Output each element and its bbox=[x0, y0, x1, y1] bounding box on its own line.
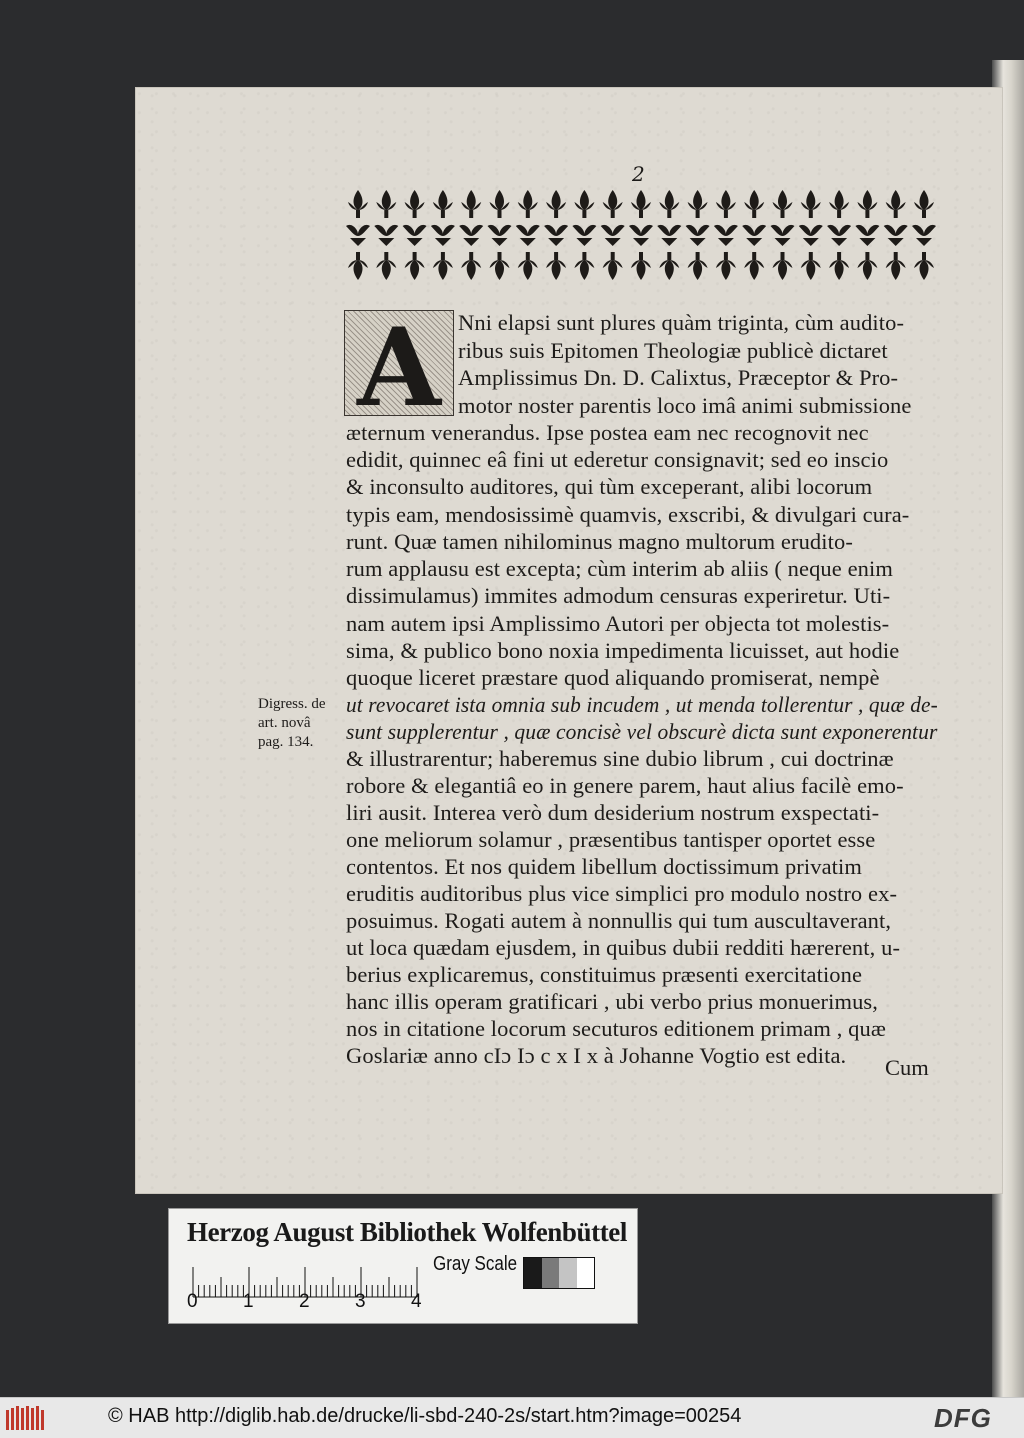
text-line: nos in citatione locorum secuturos editionem primam , quæ bbox=[346, 1016, 886, 1041]
ruler-number: 3 bbox=[355, 1291, 366, 1312]
text-line: posuimus. Rogati autem à nonnullis qui tum auscultaverant, bbox=[346, 908, 892, 933]
text-line: nam autem ipsi Amplissimo Autori per objecta tot molestis- bbox=[346, 611, 890, 636]
text-line: & illustrarentur; haberemus sine dubio librum , cui doctrinæ bbox=[346, 746, 894, 771]
text-line: ut loca quædam ejusdem, in quibus dubii redditi hærerent, u- bbox=[346, 935, 901, 960]
decorated-initial bbox=[344, 305, 454, 431]
text-line: liri ausit. Interea verò dum desiderium nostrum exspectati- bbox=[346, 800, 880, 825]
text-line: typis eam, mendosissimè quamvis, exscribi, & divulgari cura- bbox=[346, 502, 910, 527]
text-line: ribus suis Epitomen Theologiæ publicè dictaret bbox=[458, 338, 888, 363]
gray-swatch bbox=[559, 1258, 577, 1288]
ruler-number: 1 bbox=[243, 1291, 254, 1312]
text-line: quoque liceret præstare quod aliquando promiserat, nempè bbox=[346, 665, 880, 690]
text-line: & inconsulto auditores, qui tùm exceperant, alibi locorum bbox=[346, 474, 873, 499]
gray-swatch bbox=[577, 1258, 595, 1288]
initial-letter: A bbox=[357, 305, 441, 431]
ruler-number: 2 bbox=[299, 1291, 310, 1312]
text-line: dissimulamus) immites admodum censuras experiretur. Uti- bbox=[346, 583, 891, 608]
text-line: eruditis auditoribus plus vice simplici pro modulo nostro ex- bbox=[346, 881, 898, 906]
text-line: ut revocaret ista omnia sub incudem , ut menda tollerentur , quæ de- bbox=[346, 692, 938, 717]
text-line: runt. Quæ tamen nihilominus magno multorum erudito- bbox=[346, 529, 853, 554]
library-name: Herzog August Bibliothek Wolfenbüttel bbox=[187, 1217, 627, 1247]
text-line: edidit, quinnec eâ fini ut ederetur consignavit; sed eo inscio bbox=[346, 447, 889, 472]
catchword: Cum bbox=[885, 1055, 929, 1080]
ruler-number: 0 bbox=[187, 1291, 198, 1312]
text-line: Amplissimus Dn. D. Calixtus, Præceptor & Pro- bbox=[458, 365, 899, 390]
ruler-number: 4 bbox=[411, 1291, 422, 1312]
margin-note-line: Digress. de bbox=[258, 696, 326, 712]
gray-swatch bbox=[524, 1258, 542, 1288]
gray-scale-label: Gray Scale bbox=[433, 1253, 518, 1275]
text-line: hanc illis operam gratificari , ubi verbo prius monuerimus, bbox=[346, 989, 879, 1014]
text-line: robore & elegantiâ eo in genere parem, haut alius facilè emo- bbox=[346, 773, 904, 798]
footer-bar bbox=[0, 1397, 1024, 1438]
gray-swatch bbox=[542, 1258, 560, 1288]
margin-note-line: pag. 134. bbox=[258, 734, 314, 750]
ornament-band bbox=[340, 186, 942, 282]
text-line: Goslariæ anno cIɔ Iɔ c x I x à Johanne Vogtio est edita. bbox=[346, 1043, 847, 1068]
text-line: rum applausu est excepta; cùm interim ab aliis ( neque enim bbox=[346, 556, 893, 581]
page-number: 2 bbox=[632, 162, 645, 186]
text-line: sima, & publico bono noxia impedimenta licuisset, aut hodie bbox=[346, 638, 900, 663]
gray-scale-swatch bbox=[523, 1257, 595, 1289]
margin-note-line: art. novâ bbox=[258, 715, 311, 731]
footer-copyright-link[interactable]: © HAB http://diglib.hab.de/drucke/li-sbd-240-2s/start.htm?image=00254 bbox=[108, 1405, 742, 1427]
text-line: berius explicaremus, constituimus præsenti exercitatione bbox=[346, 962, 863, 987]
library-label-card bbox=[168, 1208, 638, 1324]
text-line: contentos. Et nos quidem libellum doctissimum privatim bbox=[346, 854, 862, 879]
text-line: one meliorum solamur , præsentibus tantisper oportet esse bbox=[346, 827, 876, 852]
hab-logo-icon bbox=[6, 1406, 46, 1432]
dfg-logo: DFG bbox=[934, 1403, 992, 1433]
text-line: motor noster parentis loco imâ animi submissione bbox=[458, 393, 912, 418]
text-line: sunt supplerentur , quæ concisè vel obscurè dicta sunt exponerentur bbox=[346, 719, 938, 744]
text-line: æternum venerandus. Ipse postea eam nec recognovit nec bbox=[346, 420, 869, 445]
text-line: Nni elapsi sunt plures quàm triginta, cùm audito- bbox=[458, 310, 905, 335]
